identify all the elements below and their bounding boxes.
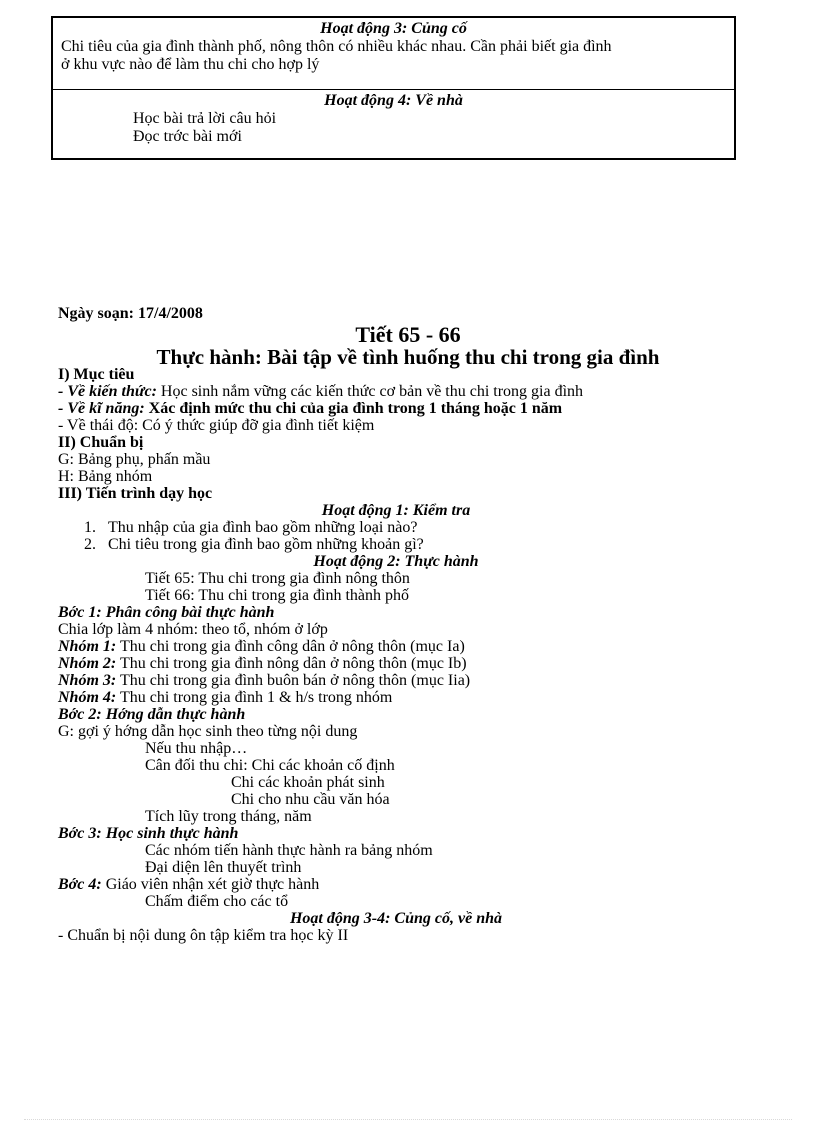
activity34-heading: Hoạt động 3-4: Củng cố, về nhà — [289, 910, 502, 927]
question-2: Chi tiêu trong gia đình bao gồm những khoản gì? — [108, 536, 424, 553]
teacher-preparation: G: Bảng phụ, phấn mầu — [58, 451, 211, 468]
lesson-65: Tiết 65: Thu chi trong gia đình nông thôn — [145, 570, 410, 587]
objective-skill — [58, 400, 562, 417]
group-2 — [58, 655, 467, 672]
group-3-label: Nhóm 3: — [58, 672, 117, 689]
hd3-line1: Chi tiêu của gia đình thành phố, nông thôn có nhiều khác nhau. Cần phải biết gia đình — [61, 38, 612, 55]
lesson-title: Thực hành: Bài tập về tình huống thu chi trong gia đình — [156, 345, 660, 369]
activity2-heading: Hoạt động 2: Thực hành — [313, 553, 479, 570]
group-4-label: Nhóm 4: — [58, 689, 117, 706]
question-1-number: 1. — [84, 519, 96, 536]
activity1-heading: Hoạt động 1: Kiểm tra — [321, 502, 471, 519]
group-1-label: Nhóm 1: — [58, 638, 117, 655]
step-4 — [58, 876, 319, 893]
hd4-line2: Đọc trớc bài mới — [133, 128, 242, 145]
box-divider — [53, 89, 734, 90]
group-1 — [58, 638, 465, 655]
question-1: Thu nhập của gia đình bao gồm những loại nào? — [108, 519, 418, 536]
balance-incidental: Chi các khoản phát sinh — [231, 774, 385, 791]
hd4-title: Hoạt động 4: Về nhà — [324, 92, 463, 109]
hd4-line1: Học bài trả lời câu hỏi — [133, 110, 277, 127]
group-3-text: Thu chi trong gia đình buôn bán ở nông thôn (mục Iia) — [116, 672, 471, 689]
savings: Tích lũy trong tháng, năm — [145, 808, 312, 825]
knowledge-text: Học sinh nắm vững các kiến thức cơ bản về thu chi trong gia đình — [156, 383, 584, 400]
objective-knowledge — [58, 383, 583, 400]
section-preparation: II) Chuẩn bị — [58, 434, 144, 451]
step-1: Bớc 1: Phân công bài thực hành — [58, 604, 275, 621]
skill-text: Xác định mức thu chi của gia đình trong 1 tháng hoặc 1 năm — [144, 400, 563, 417]
question-2-number: 2. — [84, 536, 96, 553]
hd3-line2: ở khu vực nào để làm thu chi cho hợp lý — [61, 56, 320, 73]
balance-fixed: Cân đối thu chi: Chi các khoản cố định — [145, 757, 395, 774]
step-4-text: Giáo viên nhận xét giờ thực hành — [101, 876, 320, 893]
hd3-title: Hoạt động 3: Củng cố — [320, 20, 467, 37]
group-2-text: Thu chi trong gia đình nông dân ở nông thôn (mục Ib) — [116, 655, 467, 672]
group-2-label: Nhóm 2: — [58, 655, 117, 672]
group-division: Chia lớp làm 4 nhóm: theo tổ, nhóm ở lớp — [58, 621, 328, 638]
step-3: Bớc 3: Học sinh thực hành — [58, 825, 239, 842]
review-prep: - Chuẩn bị nội dung ôn tập kiểm tra học kỳ II — [58, 927, 349, 944]
group-4-text: Thu chi trong gia đình 1 & h/s trong nhóm — [116, 689, 393, 706]
group-3 — [58, 672, 470, 689]
presentation: Đại diện lên thuyết trình — [145, 859, 302, 876]
section-process: III) Tiến trình dạy học — [58, 485, 213, 502]
objective-attitude: - Về thái độ: Có ý thức giúp đỡ gia đình tiết kiệm — [58, 417, 375, 434]
step-2: Bớc 2: Hớng dẫn thực hành — [58, 706, 246, 723]
date-line: Ngày soạn: 17/4/2008 — [58, 305, 203, 322]
skill-label: - Về kĩ năng: — [58, 400, 145, 417]
income-note: Nếu thu nhập… — [145, 740, 248, 757]
balance-culture: Chi cho nhu cầu văn hóa — [231, 791, 390, 808]
lesson-number: Tiết 65 - 66 — [355, 322, 461, 347]
step-4-label: Bớc 4: — [58, 876, 102, 893]
page-bottom-border — [24, 1119, 792, 1120]
lesson-66: Tiết 66: Thu chi trong gia đình thành phố — [145, 587, 409, 604]
teacher-guidance: G: gợi ý hớng dẫn học sinh theo từng nội dung — [58, 723, 358, 740]
group-1-text: Thu chi trong gia đình công dân ở nông thôn (mục Ia) — [116, 638, 465, 655]
groups-practice: Các nhóm tiến hành thực hành ra bảng nhóm — [145, 842, 433, 859]
activity-box — [51, 16, 736, 160]
knowledge-label: - Về kiến thức: — [58, 383, 157, 400]
group-4 — [58, 689, 392, 706]
grading: Chấm điểm cho các tổ — [145, 893, 289, 910]
section-objectives: I) Mục tiêu — [58, 366, 135, 383]
student-preparation: H: Bảng nhóm — [58, 468, 153, 485]
